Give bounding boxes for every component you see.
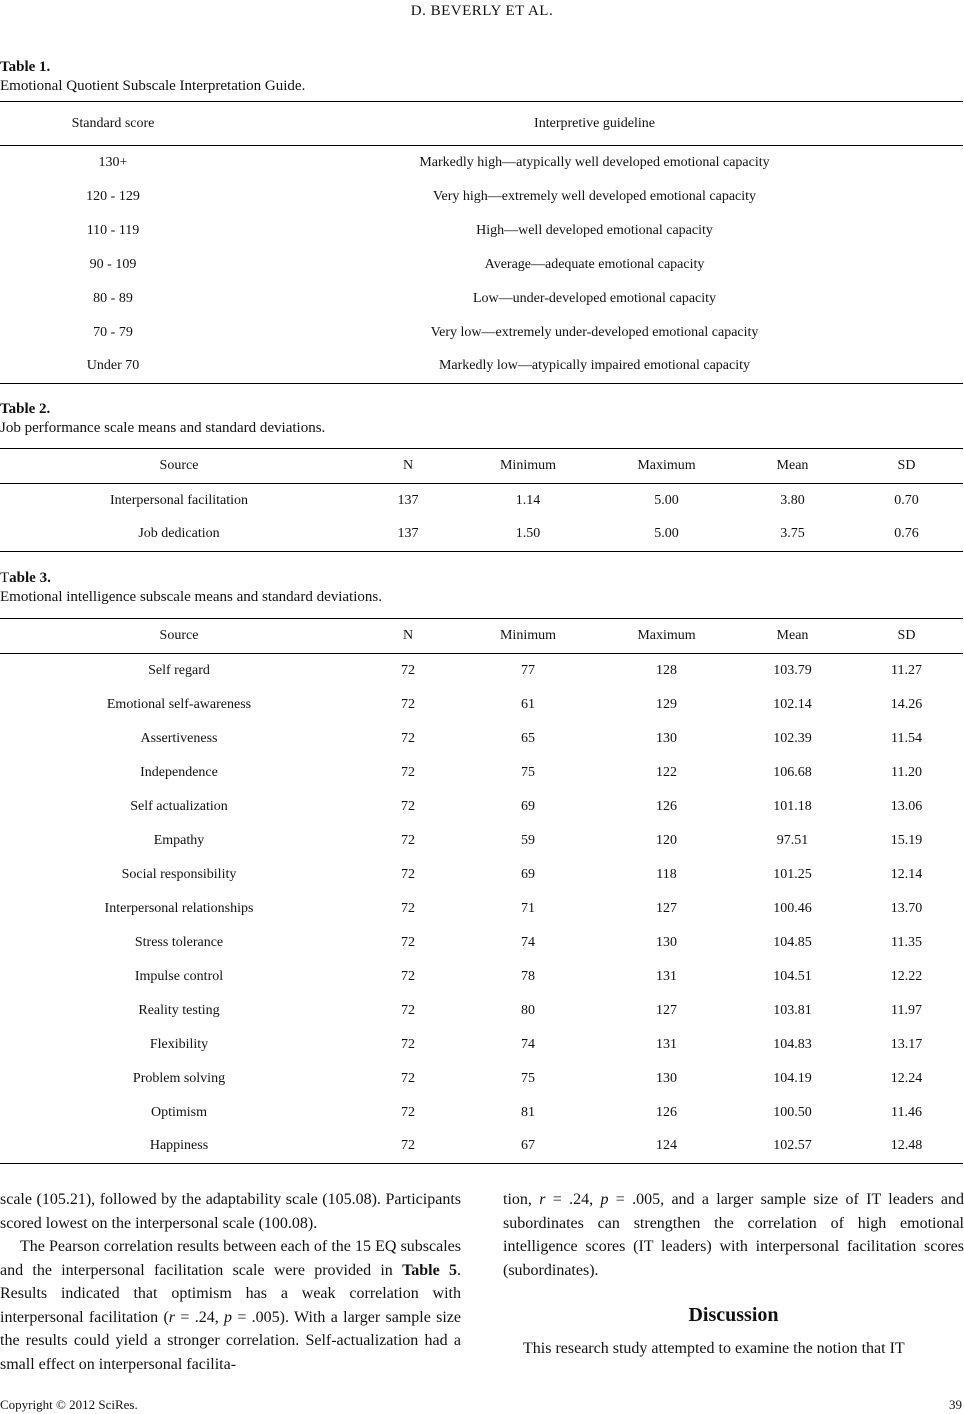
table-cell: 120 - 129	[86, 188, 140, 204]
table-cell: 81	[521, 1104, 535, 1120]
table3-header-cell: N	[402, 628, 414, 643]
table1-title: Emotional Quotient Subscale Interpretation Guide.	[0, 78, 306, 94]
table1-caption	[0, 58, 305, 96]
table-cell: Very low—extremely under-developed emotional capacity	[430, 324, 759, 340]
table-row	[0, 858, 963, 892]
table3	[0, 618, 963, 1164]
table-cell: Average—adequate emotional capacity	[484, 256, 705, 272]
table-cell: Social responsibility	[121, 866, 237, 882]
table-row	[0, 146, 963, 180]
table-cell: 72	[401, 662, 415, 678]
section-heading: Discussion	[688, 1304, 779, 1326]
table-cell: Happiness	[149, 1138, 209, 1154]
body-paragraph: This research study attempted to examine the notion that IT	[523, 1339, 905, 1357]
table-cell: 122	[656, 764, 677, 780]
table-cell: 72	[401, 934, 415, 950]
table-cell: 104.83	[773, 1036, 812, 1052]
table2-caption	[0, 400, 325, 438]
table-row	[0, 484, 963, 518]
table2	[0, 448, 963, 552]
table-cell: 100.50	[773, 1104, 812, 1120]
table1	[0, 101, 963, 384]
table-cell: 104.19	[773, 1070, 812, 1086]
table-cell: 1.50	[515, 526, 541, 542]
table-reference: Table 5	[402, 1261, 458, 1279]
table-row	[0, 960, 963, 994]
table-cell: Impulse control	[134, 968, 224, 984]
table-cell: 1.14	[515, 492, 541, 508]
table-cell: Assertiveness	[140, 730, 218, 746]
table-row	[0, 1028, 963, 1062]
table-cell: 75	[521, 1070, 535, 1086]
table-cell: 120	[656, 832, 677, 848]
table-cell: Reality testing	[138, 1002, 220, 1018]
table-cell: 104.85	[773, 934, 812, 950]
table-row	[0, 688, 963, 722]
table-cell: 101.25	[773, 866, 812, 882]
table-cell: 12.22	[890, 968, 923, 984]
table-cell: 72	[401, 1036, 415, 1052]
table-cell: 11.20	[891, 764, 922, 780]
table-cell: 130+	[98, 154, 128, 170]
table3-header-cell: Mean	[776, 628, 809, 643]
body-text: = .005, and a larger sample size of IT leaders and subordinates can strengthen the correlation of high emotional intelligence scores (IT leaders) with interpersonal facilitation scores (subordinates).	[503, 1191, 964, 1279]
table-cell: 102.39	[773, 730, 812, 746]
body-text: tion,	[503, 1191, 540, 1208]
stat-symbol: r	[539, 1191, 546, 1208]
table-cell: 110 - 119	[86, 222, 140, 238]
table-cell: 74	[521, 1036, 535, 1052]
table-cell: 102.14	[773, 696, 812, 712]
table-cell: 69	[521, 798, 535, 814]
table-cell: 72	[401, 866, 415, 882]
table-cell: 103.81	[773, 1002, 812, 1018]
table-cell: 72	[401, 696, 415, 712]
table-cell: 126	[656, 798, 677, 814]
table-row	[0, 926, 963, 960]
table-row	[0, 248, 963, 282]
table-cell: 72	[401, 764, 415, 780]
table3-label	[0, 569, 382, 588]
table-cell: 127	[656, 1002, 677, 1018]
table-cell: 78	[521, 968, 535, 984]
table-cell: 0.70	[894, 492, 919, 508]
table-cell: 72	[401, 900, 415, 916]
table-cell: 13.70	[890, 900, 923, 916]
table-cell: 72	[401, 798, 415, 814]
table3-label-text: able 3.	[9, 570, 51, 586]
stat-symbol: r	[168, 1308, 176, 1326]
body-text: The Pearson correlation results between each of the 15 EQ subscales and the interpersonal facilitation scale were provided in	[0, 1238, 461, 1279]
body-column-right	[503, 1188, 964, 1360]
table-cell: 72	[401, 1070, 415, 1086]
table-cell: 100.46	[773, 900, 812, 916]
table-cell: 103.79	[773, 662, 812, 678]
table-cell: 72	[401, 832, 415, 848]
table2-title: Job performance scale means and standard deviations.	[0, 420, 326, 436]
table-cell: 0.76	[894, 526, 919, 542]
table3-header-cell: SD	[897, 628, 916, 643]
table-row	[0, 282, 963, 316]
table3-header-cell: Maximum	[637, 628, 696, 643]
table-cell: 71	[521, 900, 535, 916]
table-row	[0, 1130, 963, 1164]
table3-caption	[0, 569, 382, 607]
table-cell: 131	[656, 1036, 677, 1052]
body-column-left	[0, 1188, 461, 1376]
table-cell: 130	[656, 1070, 677, 1086]
table2-header-cell: Maximum	[637, 458, 696, 473]
table-cell: 72	[401, 968, 415, 984]
table-cell: Under 70	[86, 358, 140, 374]
table2-header-cell: SD	[897, 458, 916, 473]
table2-header-cell: Mean	[776, 458, 809, 473]
table-cell: 129	[656, 696, 677, 712]
table-row	[0, 1096, 963, 1130]
table-cell: Self actualization	[130, 798, 228, 814]
table-row	[0, 790, 963, 824]
table-cell: 74	[521, 934, 535, 950]
table3-header-row	[0, 619, 963, 654]
table-cell: 97.51	[776, 832, 809, 848]
table-cell: Very high—extremely well developed emotional capacity	[432, 188, 757, 204]
table-row	[0, 756, 963, 790]
table-cell: 5.00	[654, 526, 679, 542]
table-cell: 5.00	[654, 492, 679, 508]
table3-label-prefix: T	[0, 570, 10, 586]
table-row	[0, 1062, 963, 1096]
table-row	[0, 350, 963, 384]
table-row	[0, 180, 963, 214]
table-cell: Job dedication	[138, 526, 220, 542]
table-cell: Emotional self-awareness	[106, 696, 252, 712]
table-cell: 11.27	[891, 662, 922, 678]
page-number: 39	[949, 1397, 962, 1412]
table-cell: 137	[397, 492, 419, 508]
table-cell: 127	[656, 900, 677, 916]
stat-symbol: p	[224, 1308, 233, 1326]
table-cell: 69	[521, 866, 535, 882]
table-cell: 11.35	[891, 934, 922, 950]
body-text: = .005). With a larger sample size the results could yield a stronger correlation. Self-actualization had a small effect on interpersonal facilita-	[0, 1308, 461, 1373]
table-cell: 72	[401, 1104, 415, 1120]
table1-label: Table 1.	[0, 59, 51, 75]
table2-header-row	[0, 449, 963, 484]
table-cell: 70 - 79	[93, 324, 133, 340]
table3-header-cell: Minimum	[499, 628, 556, 643]
table1-header-cell: Standard score	[71, 115, 155, 131]
table1-header-cell: Interpretive guideline	[534, 115, 655, 131]
table-cell: 124	[656, 1138, 677, 1154]
table-cell: 80 - 89	[93, 290, 133, 306]
table-cell: Markedly high—atypically well developed emotional capacity	[419, 154, 770, 170]
running-head: D. BEVERLY ET AL.	[410, 3, 554, 19]
table-cell: 13.06	[890, 798, 923, 814]
table-cell: 130	[656, 934, 677, 950]
table-cell: 104.51	[773, 968, 812, 984]
table-row	[0, 722, 963, 756]
table-cell: 101.18	[773, 798, 812, 814]
table-cell: 67	[521, 1138, 535, 1154]
table2-header-cell: Source	[159, 458, 199, 473]
table-cell: Flexibility	[149, 1036, 209, 1052]
table-cell: 126	[656, 1104, 677, 1120]
table-cell: 137	[397, 526, 419, 542]
table-cell: 15.19	[890, 832, 923, 848]
table1-header-row	[0, 102, 963, 146]
table-cell: 102.57	[773, 1138, 812, 1154]
body-text: = .24,	[545, 1191, 601, 1208]
table-row	[0, 316, 963, 350]
table-cell: 13.17	[890, 1036, 923, 1052]
table-cell: 72	[401, 730, 415, 746]
table-cell: 90 - 109	[89, 256, 137, 272]
table-cell: Stress tolerance	[134, 934, 224, 950]
table-cell: 12.14	[890, 866, 923, 882]
table-cell: 14.26	[890, 696, 923, 712]
table-cell: High—well developed emotional capacity	[476, 222, 713, 238]
table-cell: 77	[521, 662, 535, 678]
table-row	[0, 892, 963, 926]
table-cell: 3.75	[780, 526, 805, 542]
body-paragraph: scale (105.21), followed by the adaptability scale (105.08). Participants scored lowest on the interpersonal scale (100.08).	[0, 1191, 461, 1232]
table-cell: 59	[521, 832, 535, 848]
table-cell: 11.46	[891, 1104, 922, 1120]
table-cell: 128	[656, 662, 677, 678]
table-cell: 12.48	[890, 1138, 923, 1154]
table-cell: 106.68	[773, 764, 812, 780]
table-cell: 3.80	[780, 492, 805, 508]
body-text: = .24,	[175, 1308, 225, 1326]
copyright: Copyright © 2012 SciRes.	[0, 1397, 138, 1412]
table-cell: Self regard	[148, 662, 210, 678]
table2-header-cell: N	[402, 458, 414, 473]
table-cell: 11.97	[891, 1002, 922, 1018]
table-cell: 65	[521, 730, 535, 746]
table-cell: Optimism	[150, 1104, 207, 1120]
table-cell: 72	[401, 1002, 415, 1018]
table-cell: 61	[521, 696, 535, 712]
table-row	[0, 994, 963, 1028]
table-row	[0, 518, 963, 552]
table-cell: Empathy	[153, 832, 205, 848]
body-paragraph	[0, 1235, 461, 1376]
body-text: . Results indicated that optimism has a weak correlation with interpersonal facilitation (	[0, 1261, 462, 1326]
table-cell: 75	[521, 764, 535, 780]
table-cell: 130	[656, 730, 677, 746]
table-cell: Markedly low—atypically impaired emotional capacity	[438, 358, 750, 374]
table-cell: Low—under-developed emotional capacity	[472, 290, 717, 306]
table-cell: 12.24	[890, 1070, 923, 1086]
stat-symbol: p	[600, 1191, 609, 1208]
table-cell: 80	[521, 1002, 535, 1018]
table-row	[0, 654, 963, 688]
table-cell: Interpersonal facilitation	[110, 492, 248, 508]
table-cell: 11.54	[891, 730, 922, 746]
table2-label: Table 2.	[0, 401, 51, 417]
table3-header-cell: Source	[159, 628, 199, 643]
table-cell: Problem solving	[132, 1070, 226, 1086]
table-row	[0, 824, 963, 858]
table2-header-cell: Minimum	[499, 458, 556, 473]
table-cell: 118	[656, 866, 677, 882]
table-row	[0, 214, 963, 248]
table-cell: 72	[401, 1138, 415, 1154]
body-paragraph	[503, 1188, 964, 1282]
table-cell: Interpersonal relationships	[104, 900, 254, 916]
table-cell: 131	[656, 968, 677, 984]
table3-title: Emotional intelligence subscale means and standard deviations.	[0, 589, 382, 605]
table-cell: Independence	[140, 764, 218, 780]
